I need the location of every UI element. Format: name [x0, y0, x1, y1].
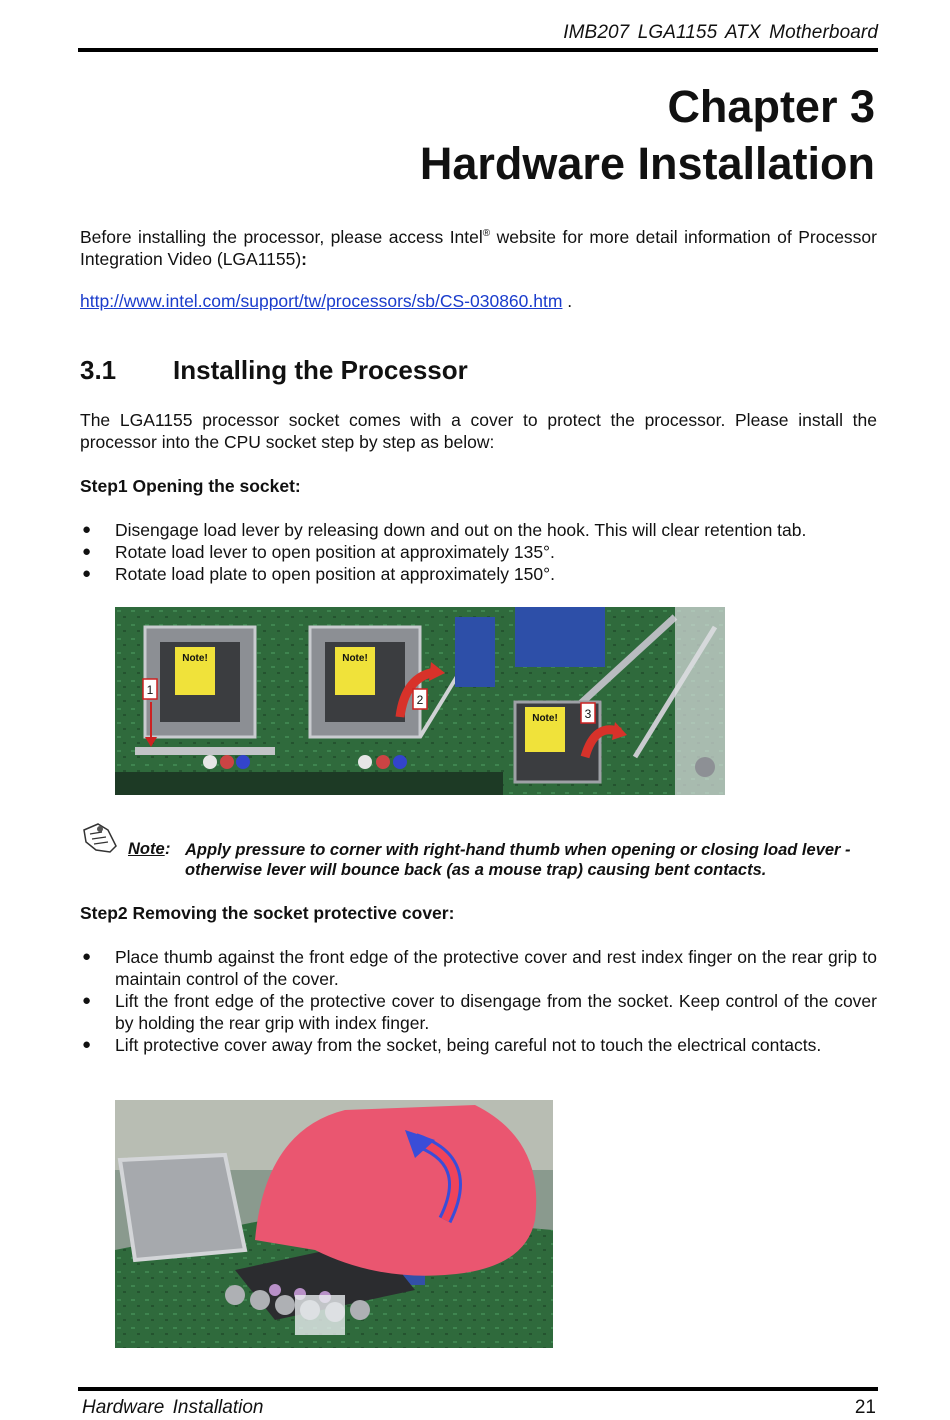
section-intro: The LGA1155 processor socket comes with a cover to protect the processor. Please install the processor into the CPU socket step by step as below: — [80, 410, 877, 452]
bullet-icon: ● — [82, 1036, 92, 1053]
bullet-icon: ● — [82, 992, 92, 1009]
note-colon: : — [165, 840, 171, 858]
section-number: 3.1 — [80, 355, 117, 385]
note-text: Apply pressure to corner with right-hand thumb when opening or closing load lever - otherwise lever will bounce back (as a mouse trap) causing bent contacts. — [185, 841, 851, 879]
note-label: Note — [128, 840, 165, 858]
note-label-2: Note! — [342, 653, 368, 664]
footer-section-name: Hardware Installation — [82, 1397, 264, 1418]
cover-removal-photo — [115, 1100, 553, 1348]
page-number: 21 — [854, 1397, 876, 1418]
intro-paragraph — [80, 223, 877, 270]
socket-opening-photos — [115, 607, 725, 795]
socket-opening-illustration — [115, 607, 725, 795]
bullet-icon: ● — [82, 521, 92, 538]
note-label-1: Note! — [182, 653, 208, 664]
bullet-icon: ● — [82, 543, 92, 560]
section-title: Installing the Processor — [173, 355, 468, 385]
chapter-number: Chapter 3 — [667, 81, 875, 132]
figure-number-3: 3 — [584, 707, 592, 721]
header-rule — [78, 48, 878, 52]
bullet-icon: ● — [82, 948, 92, 965]
chapter-title: Hardware Installation — [419, 138, 875, 189]
cover-removal-illustration — [115, 1100, 553, 1348]
footer-rule — [78, 1387, 878, 1391]
figure-number-2: 2 — [416, 693, 424, 707]
list-item: ● Disengage load lever by releasing down and out on the hook. This will clear retention tab. — [82, 520, 807, 540]
intel-link-line — [80, 290, 877, 312]
list-item: ● Place thumb against the front edge of the protective cover and rest index finger on the rear grip to maintain control of the cover. — [82, 947, 877, 989]
intro-text: Before installing the processor, please access Intel — [80, 226, 483, 247]
step2-bullet-list — [80, 946, 877, 1056]
section-heading — [80, 355, 468, 386]
note-hand-icon — [80, 820, 122, 856]
list-item: ● Rotate load lever to open position at approximately 135°. — [82, 542, 555, 562]
bullet-icon: ● — [82, 565, 92, 582]
note-label-3: Note! — [532, 713, 558, 724]
list-item: ● Rotate load plate to open position at approximately 150°. — [82, 564, 555, 584]
intel-support-link[interactable]: http://www.intel.com/support/tw/processors/sb/CS-030860.htm — [80, 291, 563, 311]
registered-mark: ® — [482, 228, 491, 239]
intro-colon: : — [301, 248, 307, 269]
running-header: IMB207 LGA1155 ATX Motherboard — [563, 22, 878, 43]
intro-text-rest: website for more detail information of Processor Integration Video (LGA1155) — [80, 226, 877, 269]
note-callout — [80, 820, 880, 882]
chapter-heading — [420, 78, 875, 192]
step1-bullet-list — [80, 519, 877, 585]
link-suffix: . — [562, 291, 573, 311]
list-item: ● Lift the front edge of the protective cover to disengage from the socket. Keep control of the cover by holding the rear grip with index finger. — [82, 991, 877, 1033]
step2-title: Step2 Removing the socket protective cover: — [80, 903, 455, 923]
figure-number-1: 1 — [146, 683, 154, 697]
list-item: ● Lift protective cover away from the socket, being careful not to touch the electrical contacts. — [82, 1035, 822, 1055]
step1-title: Step1 Opening the socket: — [80, 476, 301, 496]
